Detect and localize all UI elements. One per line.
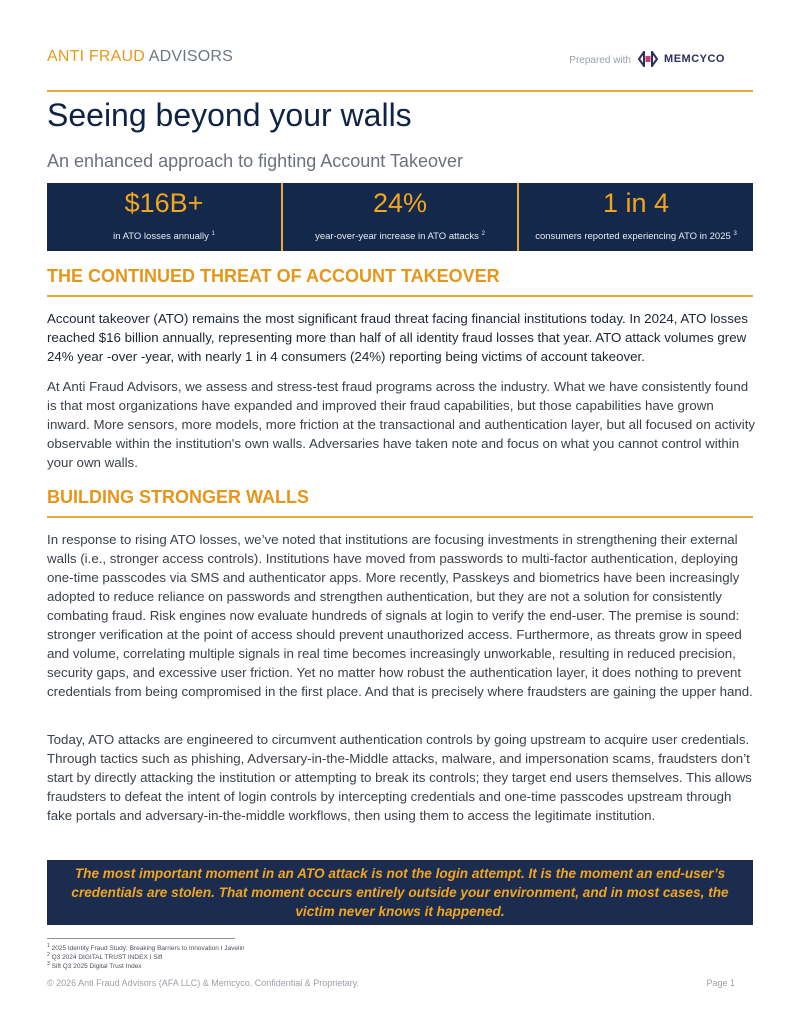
paragraph-threat-2: At Anti Fraud Advisors, we assess and stress-test fraud programs across the industry. What we have consistently found is that most organizations have expanded and improved their fraud capabilities, but those capabilities have grown inward. More sensors, more models, more friction at the transactional and authentication layer, but all focused on activity observable within the institution's own walls. Adversaries have taken note and focus on what you cannot control within your own walls. bbox=[47, 379, 756, 470]
partner-logo-text: MEMCYCO bbox=[664, 53, 725, 65]
footnote-3: $^3$ Sift Q3 2025 Digital Trust Index bbox=[47, 961, 142, 971]
page-number: Page 1 bbox=[706, 978, 735, 988]
footnote-1: $^1$ 2025 Identity Fraud Study: Breaking Barriers to Innovation I Javelin bbox=[47, 943, 245, 953]
stat-footnote-ref: 1 bbox=[211, 231, 215, 237]
footnote-2: $^2$ Q3 2024 DIGITAL TRUST INDEX I Sift bbox=[47, 952, 163, 962]
section-divider bbox=[47, 516, 753, 518]
page-subtitle: An enhanced approach to fighting Account Takeover bbox=[47, 151, 463, 171]
memcyco-logo-icon bbox=[638, 51, 658, 67]
footnote-divider bbox=[47, 938, 235, 939]
page-header bbox=[47, 46, 753, 74]
section-title: THE CONTINUED THREAT OF ACCOUNT TAKEOVER bbox=[47, 266, 500, 286]
copyright-text: © 2026 Anti Fraud Advisors (AFA LLC) & Memcyco. Confidential & Proprietary. bbox=[47, 978, 360, 988]
stat-footnote-ref: 3 bbox=[733, 231, 737, 237]
prepared-with-label: Prepared with bbox=[569, 55, 631, 66]
header-divider bbox=[47, 90, 753, 92]
section-divider bbox=[47, 295, 753, 297]
page-footer bbox=[47, 978, 735, 988]
stat-consumers-ato bbox=[517, 183, 753, 251]
partner-logo bbox=[638, 51, 725, 67]
stat-ato-losses bbox=[47, 183, 281, 251]
page-title: Seeing beyond your walls bbox=[47, 97, 412, 133]
stat-ato-increase bbox=[281, 183, 517, 251]
stat-label: in ATO losses annually $^1$ bbox=[113, 231, 215, 243]
section-title: BUILDING STRONGER WALLS bbox=[47, 487, 309, 507]
brand-part1: ANTI FRAUD bbox=[47, 48, 145, 65]
section-heading-walls bbox=[47, 487, 753, 518]
stat-value: $16B+ bbox=[124, 188, 204, 218]
paragraph-walls-1: In response to rising ATO losses, we’ve noted that institutions are focusing investments in strengthening their external walls (i.e., stronger access controls). Institutions have moved from passwords to multi-factor authentication, deploying one-time passcodes via SMS and authenticator apps. More recently, Passkeys and biometrics have been increasingly adopted to reduce reliance on passwords and strengthen authentication, but they are not a solution for consistently combating fraud. Risk engines now evaluate hundreds of signals at login to verify the end-user. The premise is sound: stronger verification at the point of access should prevent unauthorized access. Furthermore, as threats grow in speed and volume, correlating multiple signals in real time becomes increasingly unworkable, resulting in reduced precision, security gaps, and excessive user friction. Yet no matter how robust the authentication layer, it does nothing to prevent credentials from being compromised in the first place. And that is precisely where fraudsters are gaining the upper hand. bbox=[47, 532, 753, 699]
callout-text: The most important moment in an ATO attack is not the login attempt. It is the moment an end-user’s credentials are stolen. That moment occurs entirely outside your environment, and in most cases, the victim never knows it happened. bbox=[71, 866, 729, 919]
stat-value: 1 in 4 bbox=[602, 188, 670, 218]
section-heading-threat bbox=[47, 266, 753, 297]
callout-box bbox=[47, 860, 753, 925]
stat-label: year-over-year increase in ATO attacks $^2$ bbox=[315, 231, 485, 243]
stat-label: consumers reported experiencing ATO in 2025 $^3$ bbox=[535, 231, 737, 243]
stat-value: 24% bbox=[372, 188, 428, 218]
brand-logo bbox=[47, 48, 233, 66]
paragraph-threat-1: Account takeover (ATO) remains the most significant fraud threat facing financial institutions today. In 2024, ATO losses reached $16 billion annually, representing more than half of all identity fraud losses that year. ATO attack volumes grew 24% year -over -year, with nearly 1 in 4 consumers (24%) reporting being victims of account takeover. bbox=[47, 311, 748, 364]
stats-band bbox=[47, 183, 753, 251]
paragraph-walls-2: Today, ATO attacks are engineered to circumvent authentication controls by going upstream to acquire user credentials. Through tactics such as phishing, Adversary-in-the-Middle attacks, malware, and impersonation scams, fraudsters don’t start by directly attacking the institution or attempting to break its controls; they target end users themselves. This allows fraudsters to defeat the intent of login controls by intercepting credentials and one-time passcodes upstream through fake portals and adversary-in-the-middle workflows, then using them to access the legitimate institution. bbox=[47, 732, 752, 823]
brand-part2: ADVISORS bbox=[148, 48, 234, 65]
stat-footnote-ref: 2 bbox=[481, 231, 485, 237]
